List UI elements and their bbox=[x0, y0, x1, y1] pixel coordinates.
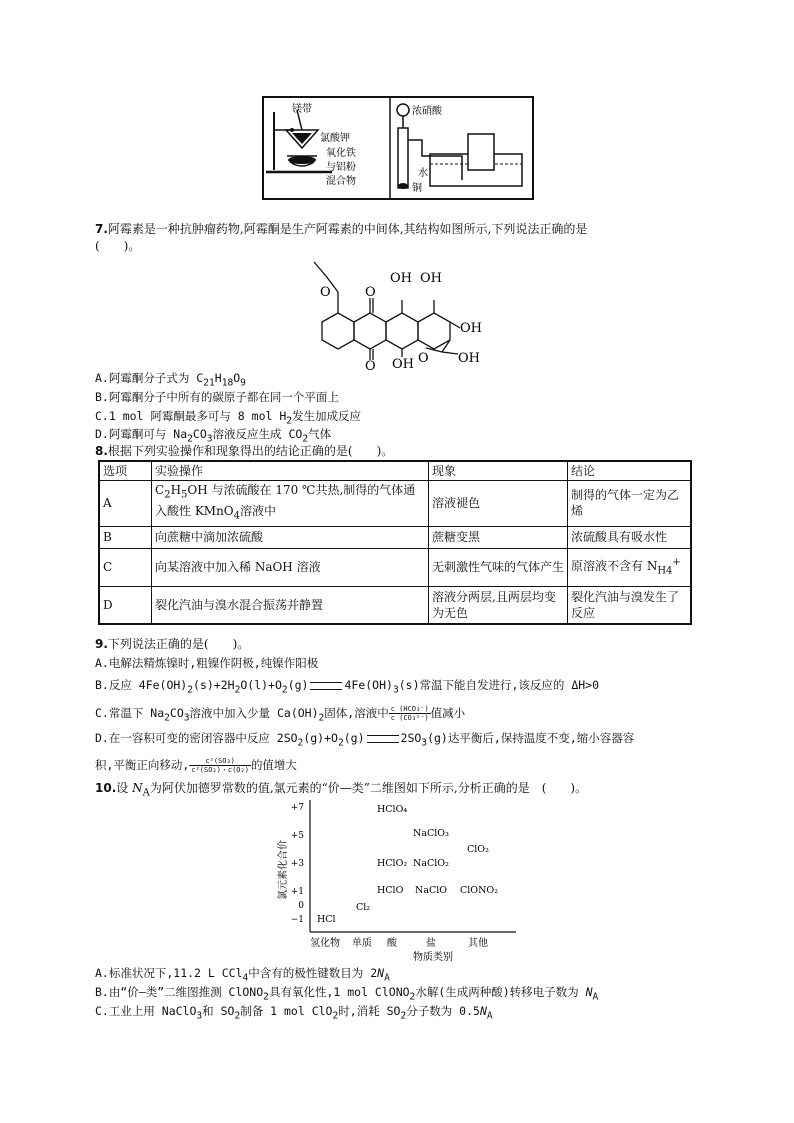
q8-stem: 8.根据下列实验操作和现象得出的结论正确的是( )。 bbox=[95, 444, 394, 458]
valence-class-chart bbox=[270, 796, 526, 964]
point-label: NaClO₃ bbox=[413, 828, 449, 839]
q10-option-a: A.标准状况下,11.2 L CCl$_4$中含有的极性键数目为 $2N_A$ bbox=[95, 966, 390, 984]
point-label: HClO₂ bbox=[377, 858, 408, 869]
header-conclusion: 结论 bbox=[568, 461, 692, 481]
point-label: ClONO₂ bbox=[460, 885, 499, 896]
oh-1: OH bbox=[390, 271, 412, 286]
x-tick: 氢化物 bbox=[310, 938, 340, 949]
mixture-label-3: 混合物 bbox=[326, 176, 356, 187]
y-tick: +3 bbox=[290, 859, 304, 869]
mixture-label-2: 与铝粉 bbox=[326, 162, 356, 173]
table-row: D 裂化汽油与溴水混合振荡并静置 溶液分两层,且两层均变为无色 裂化汽油与溴发生了反应 bbox=[99, 586, 691, 624]
header-observation: 现象 bbox=[429, 461, 568, 481]
ketone-o-bottom: O bbox=[365, 359, 376, 370]
ketone-o-top: O bbox=[365, 285, 376, 300]
q7-stem: 7.阿霉素是一种抗肿瘤药物,阿霉酮是生产阿霉素的中间体,其结构如图所示,下列说法正确的是 bbox=[95, 222, 588, 236]
oh-4: OH bbox=[460, 321, 482, 336]
point-label: HClO bbox=[377, 885, 404, 896]
table-row: C 向某溶液中加入稀 NaOH 溶液 无刺激性气味的气体产生 原溶液不含有 $N_{H4}^+$ bbox=[99, 548, 691, 586]
q9-option-c: C.常温下 $Na_2CO_3$溶液中加入少量 $Ca(OH)_2$固体,溶液中 $\frac{\text{c (HCO₃⁻)}}{\text{c (CO₃²⁻)}}$ 值减小 bbox=[95, 705, 466, 724]
table-row: A $C_2H_5OH$ 与浓硫酸在 170 ℃共热,制得的气体通入酸性 KMnO$_4$溶液中 溶液褪色 制得的气体一定为乙烯 bbox=[99, 481, 691, 527]
mixture-label-1: 氧化铁 bbox=[326, 148, 356, 159]
header-option: 选项 bbox=[99, 461, 152, 481]
equilibrium-sign bbox=[310, 682, 342, 690]
q7-option-a: A.阿霉酮分子式为 $C_{21}H_{18}O_9$ bbox=[95, 371, 246, 389]
mg-ribbon-label: 镁带 bbox=[292, 104, 312, 115]
oh-3: OH bbox=[392, 357, 414, 370]
experiment-table bbox=[98, 460, 692, 625]
y-tick: −1 bbox=[290, 915, 304, 925]
q7-option-c: C.1 mol 阿霉酮最多可与 8 mol $H_2$发生加成反应 bbox=[95, 409, 362, 427]
conc-hno3-label: 浓硝酸 bbox=[412, 106, 442, 117]
x-tick: 单质 bbox=[352, 938, 372, 949]
point-label: HClO₄ bbox=[377, 804, 408, 815]
q9-option-a: A.电解法精炼镍时,粗镍作阴极,纯镍作阳极 bbox=[95, 656, 319, 670]
q10-option-b: B.由“价—类”二维图推测 ClONO$_2$具有氧化性,1 mol ClONO$_2$水解(生成两种酸)转移电子数为 $N_A$ bbox=[95, 985, 599, 1003]
x-tick: 酸 bbox=[387, 938, 397, 949]
q9-option-d-cont: 积,平衡正向移动, $\frac{\text{c²(SO₃)}}{\text{c²(SO₂)・c(O₂)}}$ 的值增大 bbox=[95, 757, 297, 774]
point-label: NaClO₂ bbox=[413, 858, 449, 869]
equilibrium-sign bbox=[367, 735, 399, 743]
kclo3-label: 氯酸钾 bbox=[320, 133, 350, 144]
q9-d-fraction: $\frac{\text{c²(SO₃)}}{\text{c²(SO₂)・c(O₂)}}$ bbox=[191, 757, 249, 774]
q9-option-d: D.在一容积可变的密闭容器中反应 $2SO_2(g)+O_2(g)$ $2SO_3(g)$达平衡后,保持温度不变,缩小容器容 bbox=[95, 731, 635, 749]
y-tick: +7 bbox=[290, 803, 304, 813]
copper-label: 铜 bbox=[412, 183, 422, 194]
point-label: NaClO bbox=[415, 885, 448, 896]
x-tick: 其他 bbox=[468, 938, 488, 949]
point-label: Cl₂ bbox=[356, 902, 371, 913]
q7-blank: ( )。 bbox=[95, 239, 141, 253]
q7-option-b: B.阿霉酮分子中所有的碳原子都在同一个平面上 bbox=[95, 390, 339, 404]
apparatus-figure bbox=[262, 96, 534, 200]
y-tick: +1 bbox=[290, 887, 304, 897]
methoxy-o: O bbox=[320, 285, 331, 300]
chart-xlabel: 物质类别 bbox=[413, 952, 453, 963]
chart-ylabel: 氯元素化合价 bbox=[278, 840, 289, 900]
q9-option-b: B.反应 $4Fe(OH)_2(s)+2H_2O(l)+O_2(g)$ $4Fe(OH)_3(s)$常温下能自发进行,该反应的 ΔH>0 bbox=[95, 678, 600, 696]
q10-option-c: C.工业上用 NaClO$_3$和 $SO_2$制备 1 mol ClO$_2$时,消耗 $SO_2$分子数为 $0.5N_A$ bbox=[95, 1004, 493, 1022]
oh-2: OH bbox=[420, 271, 442, 286]
y-tick: +5 bbox=[290, 831, 304, 841]
q9-stem: 9.下列说法正确的是( )。 bbox=[95, 637, 250, 651]
point-label: ClO₂ bbox=[467, 844, 489, 855]
x-tick: 盐 bbox=[426, 938, 436, 949]
point-label: HCl bbox=[317, 914, 336, 925]
q7-option-d: D.阿霉酮可与 $Na_2CO_3$溶液反应生成 $CO_2$气体 bbox=[95, 427, 332, 445]
doxorubicinone-structure bbox=[302, 252, 492, 370]
q9-c-fraction: $\frac{\text{c (HCO₃⁻)}}{\text{c (CO₃²⁻)}}$ bbox=[390, 705, 429, 722]
table-row: B 向蔗糖中滴加浓硫酸 蔗糖变黑 浓硫酸具有吸水性 bbox=[99, 526, 691, 548]
table-header-row bbox=[99, 461, 691, 481]
y-tick: 0 bbox=[298, 901, 304, 911]
water-label: 水 bbox=[418, 168, 428, 179]
oh-5-o: O bbox=[418, 351, 429, 366]
oh-6: OH bbox=[458, 351, 480, 366]
header-operation: 实验操作 bbox=[152, 461, 429, 481]
q10-stem: 10.设 $N_A$为阿伏加德罗常数的值,氯元素的“价—类”二维图如下所示,分析正确的是 ( )。 bbox=[95, 781, 588, 799]
